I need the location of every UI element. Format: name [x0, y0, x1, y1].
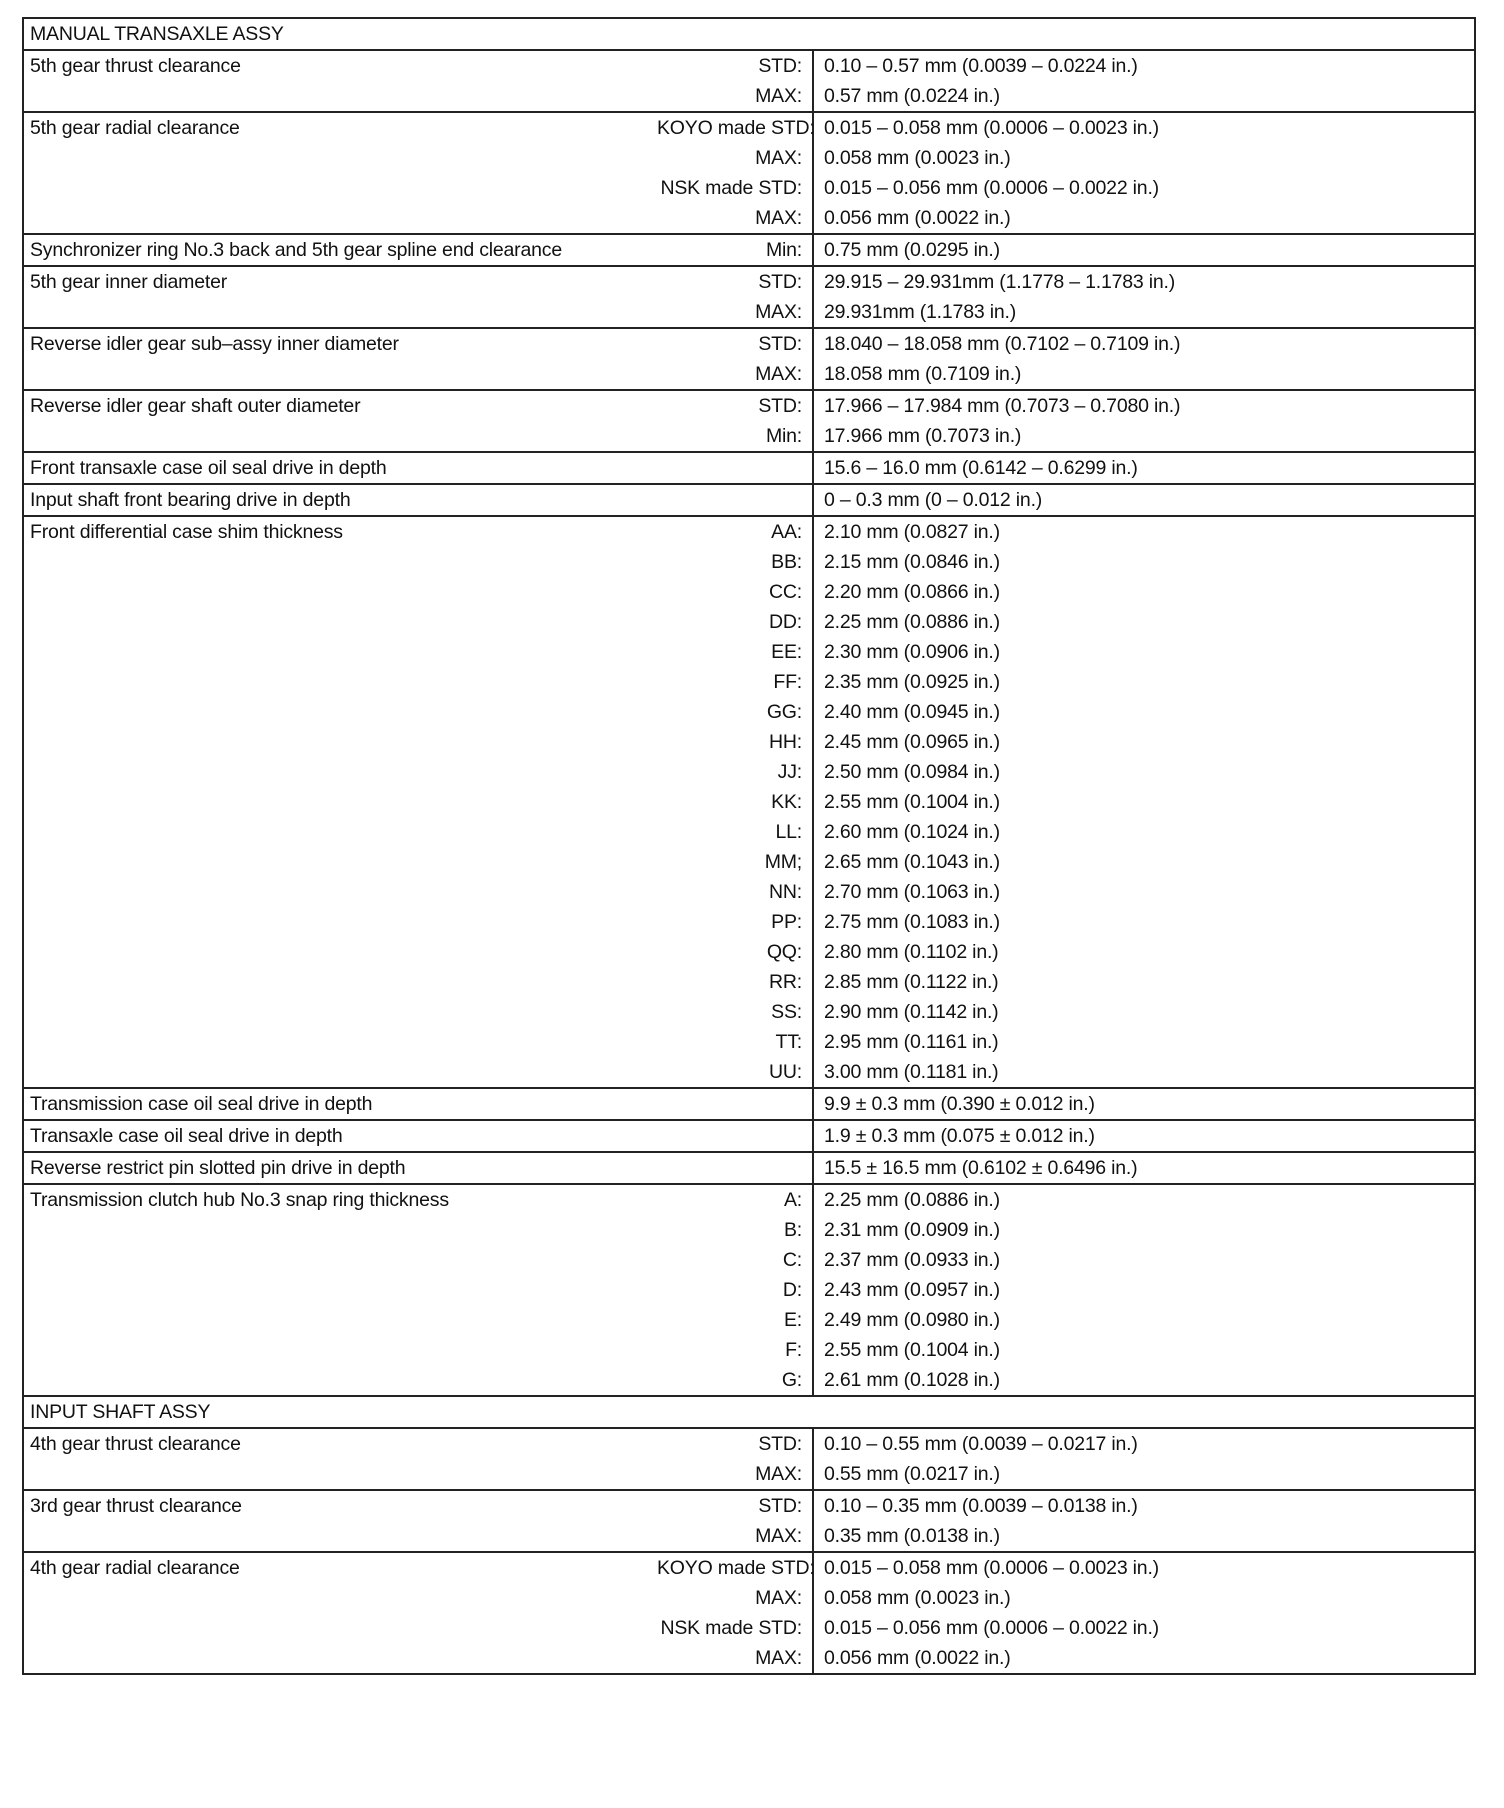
spec-value-cell — [813, 1088, 1475, 1120]
spec-label: HH: — [769, 731, 802, 753]
spec-label — [657, 453, 802, 483]
spec-row — [23, 266, 1475, 328]
spec-row — [23, 1152, 1475, 1184]
spec-label: NSK made STD: — [660, 1617, 802, 1639]
spec-label: STD: — [758, 1495, 802, 1517]
spec-value: 2.70 mm (0.1063 in.) — [824, 881, 1000, 903]
spec-label: KOYO made STD: — [657, 1557, 815, 1579]
spec-label — [657, 485, 802, 515]
spec-label: MAX: — [755, 207, 802, 229]
spec-label-cell — [651, 516, 813, 1088]
spec-item-name: Reverse idler gear shaft outer diameter — [23, 390, 651, 452]
spec-value-cell — [813, 1184, 1475, 1396]
spec-value: 2.90 mm (0.1142 in.) — [824, 1001, 999, 1023]
spec-value-cell — [813, 50, 1475, 112]
spec-label: STD: — [758, 55, 802, 77]
spec-value: 2.30 mm (0.0906 in.) — [824, 641, 1000, 663]
spec-label: MAX: — [755, 1647, 802, 1669]
spec-label-cell — [651, 328, 813, 390]
spec-label — [657, 1121, 802, 1151]
spec-value: 0.015 – 0.056 mm (0.0006 – 0.0022 in.) — [824, 177, 1159, 199]
spec-value: 1.9 ± 0.3 mm (0.075 ± 0.012 in.) — [824, 1125, 1095, 1147]
spec-label: MAX: — [755, 1463, 802, 1485]
spec-item-name: Reverse idler gear sub–assy inner diameter — [23, 328, 651, 390]
spec-label: E: — [783, 1309, 802, 1331]
spec-value: 0.056 mm (0.0022 in.) — [824, 207, 1011, 229]
spec-value: 2.10 mm (0.0827 in.) — [824, 521, 1000, 543]
spec-value: 2.43 mm (0.0957 in.) — [824, 1279, 1000, 1301]
spec-value: 15.6 – 16.0 mm (0.6142 – 0.6299 in.) — [824, 457, 1138, 479]
spec-value: 29.915 – 29.931mm (1.1778 – 1.1783 in.) — [824, 271, 1176, 293]
spec-table-body — [23, 18, 1475, 1674]
spec-label-cell — [651, 484, 813, 516]
spec-value: 9.9 ± 0.3 mm (0.390 ± 0.012 in.) — [824, 1093, 1095, 1115]
spec-label-cell — [651, 1428, 813, 1490]
spec-label: KOYO made STD: — [657, 117, 815, 139]
spec-value: 0.10 – 0.35 mm (0.0039 – 0.0138 in.) — [824, 1495, 1138, 1517]
spec-value-cell — [813, 112, 1475, 234]
spec-label: MM; — [764, 851, 802, 873]
spec-value-cell — [813, 484, 1475, 516]
spec-row — [23, 516, 1475, 1088]
spec-label: KK: — [771, 791, 802, 813]
spec-label: MAX: — [755, 1525, 802, 1547]
spec-label: G: — [781, 1369, 802, 1391]
spec-label: MAX: — [755, 85, 802, 107]
spec-value-cell — [813, 1428, 1475, 1490]
spec-value-cell — [813, 390, 1475, 452]
spec-value: 2.45 mm (0.0965 in.) — [824, 731, 1000, 753]
spec-label-cell — [651, 50, 813, 112]
spec-row — [23, 234, 1475, 266]
spec-value-cell — [813, 1152, 1475, 1184]
spec-label-cell — [651, 1152, 813, 1184]
spec-label — [657, 1153, 802, 1183]
spec-value: 2.60 mm (0.1024 in.) — [824, 821, 1000, 843]
spec-value: 17.966 mm (0.7073 in.) — [824, 425, 1022, 447]
spec-label: MAX: — [755, 301, 802, 323]
spec-value: 0.058 mm (0.0023 in.) — [824, 1587, 1011, 1609]
spec-label: STD: — [758, 1433, 802, 1455]
spec-label: TT: — [775, 1031, 802, 1053]
spec-value-cell — [813, 452, 1475, 484]
spec-label: STD: — [758, 395, 802, 417]
spec-item-name: 5th gear thrust clearance — [23, 50, 651, 112]
spec-item-name: 4th gear thrust clearance — [23, 1428, 651, 1490]
spec-label: STD: — [758, 333, 802, 355]
spec-value: 0.015 – 0.058 mm (0.0006 – 0.0023 in.) — [824, 1557, 1159, 1579]
spec-value: 0.57 mm (0.0224 in.) — [824, 85, 1000, 107]
section-title: INPUT SHAFT ASSY — [23, 1396, 1475, 1428]
spec-label: NN: — [769, 881, 802, 903]
section-title: MANUAL TRANSAXLE ASSY — [23, 18, 1475, 50]
spec-label-cell — [651, 390, 813, 452]
spec-label: PP: — [771, 911, 802, 933]
spec-item-name: 3rd gear thrust clearance — [23, 1490, 651, 1552]
spec-value: 2.65 mm (0.1043 in.) — [824, 851, 1000, 873]
spec-value: 2.37 mm (0.0933 in.) — [824, 1249, 1000, 1271]
spec-item-name: Reverse restrict pin slotted pin drive in depth — [23, 1152, 651, 1184]
spec-value: 2.55 mm (0.1004 in.) — [824, 1339, 1000, 1361]
spec-value: 18.040 – 18.058 mm (0.7102 – 0.7109 in.) — [824, 333, 1181, 355]
spec-row — [23, 1428, 1475, 1490]
spec-label: RR: — [769, 971, 802, 993]
spec-row — [23, 484, 1475, 516]
spec-value: 2.85 mm (0.1122 in.) — [824, 971, 999, 993]
spec-item-name: Synchronizer ring No.3 back and 5th gear spline end clearance — [23, 234, 651, 266]
spec-item-name: 4th gear radial clearance — [23, 1552, 651, 1674]
spec-table — [22, 17, 1476, 1675]
spec-value-cell — [813, 1552, 1475, 1674]
spec-value: 3.00 mm (0.1181 in.) — [824, 1061, 999, 1083]
spec-value-cell — [813, 234, 1475, 266]
spec-row — [23, 1088, 1475, 1120]
spec-label: LL: — [775, 821, 802, 843]
spec-label-cell — [651, 1184, 813, 1396]
spec-row — [23, 1490, 1475, 1552]
spec-value: 2.49 mm (0.0980 in.) — [824, 1309, 1000, 1331]
spec-value-cell — [813, 516, 1475, 1088]
spec-item-name: Transmission clutch hub No.3 snap ring thickness — [23, 1184, 651, 1396]
spec-value: 2.31 mm (0.0909 in.) — [824, 1219, 1000, 1241]
spec-label: BB: — [771, 551, 802, 573]
spec-value: 2.35 mm (0.0925 in.) — [824, 671, 1000, 693]
spec-value: 2.75 mm (0.1083 in.) — [824, 911, 1000, 933]
spec-item-name: Front transaxle case oil seal drive in depth — [23, 452, 651, 484]
spec-value: 0.10 – 0.55 mm (0.0039 – 0.0217 in.) — [824, 1433, 1138, 1455]
spec-label-cell — [651, 112, 813, 234]
spec-label: D: — [782, 1279, 802, 1301]
spec-label-cell — [651, 1490, 813, 1552]
spec-item-name: Input shaft front bearing drive in depth — [23, 484, 651, 516]
spec-label: FF: — [773, 671, 802, 693]
spec-label-cell — [651, 266, 813, 328]
section-header-row — [23, 1396, 1475, 1428]
spec-value-cell — [813, 1120, 1475, 1152]
spec-label: C: — [782, 1249, 802, 1271]
spec-item-name: Transmission case oil seal drive in depth — [23, 1088, 651, 1120]
spec-label: QQ: — [766, 941, 802, 963]
spec-value: 2.40 mm (0.0945 in.) — [824, 701, 1000, 723]
spec-row — [23, 112, 1475, 234]
spec-value: 2.55 mm (0.1004 in.) — [824, 791, 1000, 813]
spec-value: 2.25 mm (0.0886 in.) — [824, 1189, 1000, 1211]
spec-value: 2.50 mm (0.0984 in.) — [824, 761, 1000, 783]
spec-value: 2.20 mm (0.0866 in.) — [824, 581, 1000, 603]
spec-value: 2.80 mm (0.1102 in.) — [824, 941, 999, 963]
spec-value-cell — [813, 266, 1475, 328]
spec-label: EE: — [771, 641, 802, 663]
spec-value: 29.931mm (1.1783 in.) — [824, 301, 1016, 323]
spec-row — [23, 50, 1475, 112]
spec-value: 2.95 mm (0.1161 in.) — [824, 1031, 999, 1053]
spec-label: GG: — [766, 701, 802, 723]
spec-label-cell — [651, 1120, 813, 1152]
spec-label: JJ: — [777, 761, 802, 783]
spec-value: 17.966 – 17.984 mm (0.7073 – 0.7080 in.) — [824, 395, 1181, 417]
spec-label: MAX: — [755, 363, 802, 385]
spec-label-cell — [651, 1552, 813, 1674]
spec-row — [23, 390, 1475, 452]
spec-label: MAX: — [755, 1587, 802, 1609]
section-header-row — [23, 18, 1475, 50]
spec-label: UU: — [769, 1061, 802, 1083]
spec-label: STD: — [758, 271, 802, 293]
spec-label: Min: — [765, 425, 802, 447]
spec-value: 2.25 mm (0.0886 in.) — [824, 611, 1000, 633]
spec-item-name: Transaxle case oil seal drive in depth — [23, 1120, 651, 1152]
spec-value-cell — [813, 328, 1475, 390]
spec-value: 0.015 – 0.056 mm (0.0006 – 0.0022 in.) — [824, 1617, 1159, 1639]
spec-label: B: — [783, 1219, 802, 1241]
spec-label-cell — [651, 452, 813, 484]
spec-value: 15.5 ± 16.5 mm (0.6102 ± 0.6496 in.) — [824, 1157, 1138, 1179]
spec-value: 0.015 – 0.058 mm (0.0006 – 0.0023 in.) — [824, 117, 1159, 139]
spec-item-name: 5th gear inner diameter — [23, 266, 651, 328]
spec-label: NSK made STD: — [660, 177, 802, 199]
spec-label-cell — [651, 1088, 813, 1120]
spec-item-name: Front differential case shim thickness — [23, 516, 651, 1088]
spec-row — [23, 328, 1475, 390]
spec-value: 18.058 mm (0.7109 in.) — [824, 363, 1022, 385]
spec-row — [23, 1552, 1475, 1674]
spec-label: DD: — [769, 611, 802, 633]
spec-row — [23, 1184, 1475, 1396]
spec-label: MAX: — [755, 147, 802, 169]
spec-value: 0.55 mm (0.0217 in.) — [824, 1463, 1000, 1485]
spec-value: 2.15 mm (0.0846 in.) — [824, 551, 1000, 573]
spec-value: 0.056 mm (0.0022 in.) — [824, 1647, 1011, 1669]
spec-label: CC: — [769, 581, 802, 603]
spec-label: AA: — [771, 521, 802, 543]
spec-value: 0.058 mm (0.0023 in.) — [824, 147, 1011, 169]
spec-label: F: — [785, 1339, 802, 1361]
spec-label: Min: — [765, 239, 802, 261]
spec-value: 2.61 mm (0.1028 in.) — [824, 1369, 1000, 1391]
spec-row — [23, 1120, 1475, 1152]
spec-row — [23, 452, 1475, 484]
spec-value-cell — [813, 1490, 1475, 1552]
spec-label: A: — [783, 1189, 802, 1211]
spec-value: 0.75 mm (0.0295 in.) — [824, 239, 1000, 261]
spec-value: 0.35 mm (0.0138 in.) — [824, 1525, 1000, 1547]
spec-label — [657, 1089, 802, 1119]
spec-item-name: 5th gear radial clearance — [23, 112, 651, 234]
spec-value: 0.10 – 0.57 mm (0.0039 – 0.0224 in.) — [824, 55, 1138, 77]
spec-value: 0 – 0.3 mm (0 – 0.012 in.) — [824, 489, 1043, 511]
spec-label-cell — [651, 234, 813, 266]
spec-label: SS: — [771, 1001, 802, 1023]
